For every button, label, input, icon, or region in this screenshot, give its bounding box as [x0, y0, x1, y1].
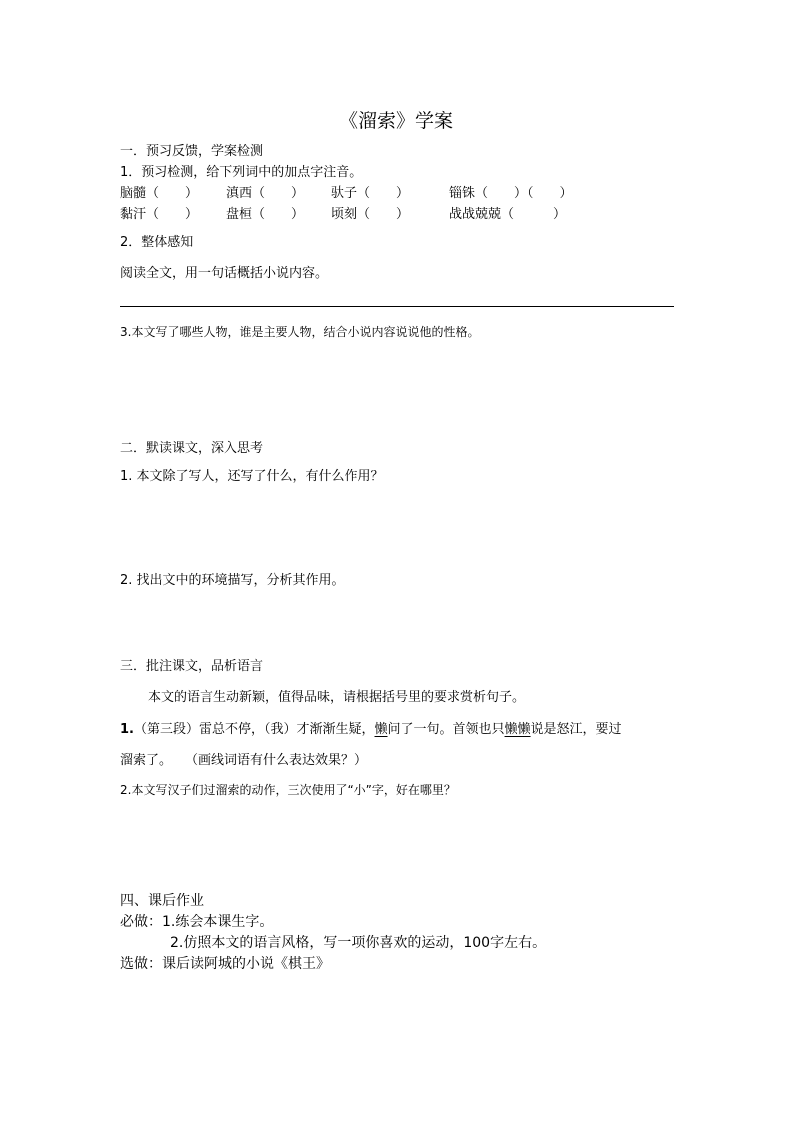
- section3-q1: [120, 718, 622, 737]
- underlined-word: 懒懒: [504, 722, 531, 737]
- question-text: 问了一句。首领也只: [387, 722, 505, 737]
- required-label: 必做：: [120, 914, 162, 930]
- page-title: 《溜索》学案: [339, 110, 454, 132]
- section3-q1-line2: 溜索了。 （画线词语有什么表达效果？）: [120, 753, 368, 768]
- pinyin-item: 顷刻（ ）: [331, 207, 410, 222]
- pinyin-item: 锱铢（ ）（ ）: [449, 186, 573, 201]
- section1-q3: 3.本文写了哪些人物，谁是主要人物，结合小说内容说说他的性格。: [120, 325, 480, 339]
- required-item: 2.仿照本文的语言风格，写一项你喜欢的运动，100字左右。: [170, 935, 547, 951]
- underlined-word: 懒: [374, 722, 388, 737]
- homework-required: [120, 911, 273, 931]
- section2-q1: 1. 本文除了写人，还写了什么，有什么作用？: [120, 469, 384, 484]
- required-item: 1.练会本课生字。: [162, 914, 274, 930]
- section1-q2-text: 阅读全文，用一句话概括小说内容。: [120, 266, 329, 281]
- question-text: 说是怒江，要过: [530, 722, 622, 737]
- homework-optional: 选做：课后读阿城的小说《棋王》: [120, 956, 330, 972]
- section2-heading: 二．默读课文，深入思考: [120, 441, 264, 456]
- section4-heading: 四、课后作业: [120, 893, 204, 909]
- section2-q2: 2. 找出文中的环境描写，分析其作用。: [120, 573, 345, 588]
- section1-q2: 2．整体感知: [120, 235, 194, 250]
- section3-q2: 2.本文写汉子们过溜索的动作，三次使用了“小”字，好在哪里？: [120, 783, 456, 797]
- question-text: （第三段）雷总不停，（我）才渐渐生疑，: [133, 722, 375, 737]
- section3-intro: 本文的语言生动新颖，值得品味，请根据括号里的要求赏析句子。: [148, 690, 526, 705]
- section1-heading: 一．预习反馈，学案检测: [120, 144, 264, 159]
- section1-q1: 1．预习检测，给下列词中的加点字注音。: [120, 165, 363, 180]
- pinyin-item: 黏汗（ ）: [120, 207, 199, 222]
- pinyin-item: 战战兢兢（ ）: [449, 207, 567, 222]
- question-number: 1.: [120, 722, 134, 737]
- pinyin-item: 滇西（ ）: [226, 186, 305, 201]
- pinyin-item: 盘桓（ ）: [226, 207, 305, 222]
- section3-heading: 三．批注课文，品析语言: [120, 659, 264, 674]
- pinyin-item: 驮子（ ）: [331, 186, 410, 201]
- answer-line: [120, 306, 674, 307]
- pinyin-item: 脑髓（ ）: [120, 186, 199, 201]
